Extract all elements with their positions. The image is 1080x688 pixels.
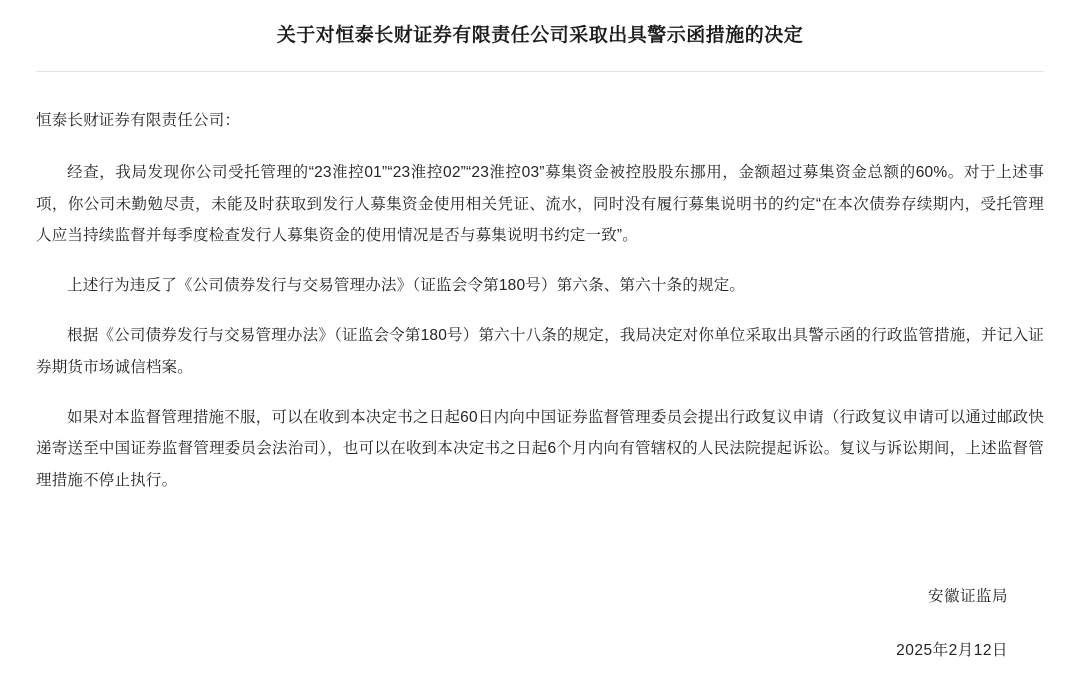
paragraph-3: 根据《公司债券发行与交易管理办法》（证监会令第180号）第六十八条的规定，我局决定对你单位采取出具警示函的行政监管措施，并记入证券期货市场诚信档案。: [36, 327, 1044, 376]
title-divider: [36, 71, 1044, 72]
addressee-line: 恒泰长财证券有限责任公司：: [36, 111, 241, 129]
document-body: [36, 106, 1044, 497]
page-title: 关于对恒泰长财证券有限责任公司采取出具警示函措施的决定: [276, 25, 804, 46]
issue-date: 2025年2月12日: [896, 642, 1008, 659]
paragraph-1: 经查，我局发现你公司受托管理的“23淮控01”“23淮控02”“23淮控03”募集资金被控股股东挪用，金额超过募集资金总额的60%。对于上述事项，你公司未勤勉尽责，未能及时获取到发行人募集资金使用相关凭证、流水，同时没有履行募集说明书的约定“在本次债券存续期内，受托管理人应当持续监督并每季度检查发行人募集资金的使用情况是否与募集说明书约定一致”。: [36, 163, 1044, 245]
paragraph-4: 如果对本监督管理措施不服，可以在收到本决定书之日起60日内向中国证券监督管理委员会提出行政复议申请（行政复议申请可以通过邮政快递寄送至中国证券监督管理委员会法治司），也可以在收到本决定书之日起6个月内向有管辖权的人民法院提起诉讼。复议与诉讼期间，上述监督管理措施不停止执行。: [36, 408, 1044, 490]
issuing-authority: 安徽证监局: [927, 588, 1008, 605]
paragraph-2: 上述行为违反了《公司债券发行与交易管理办法》（证监会令第180号）第六条、第六十条的规定。: [67, 277, 746, 295]
